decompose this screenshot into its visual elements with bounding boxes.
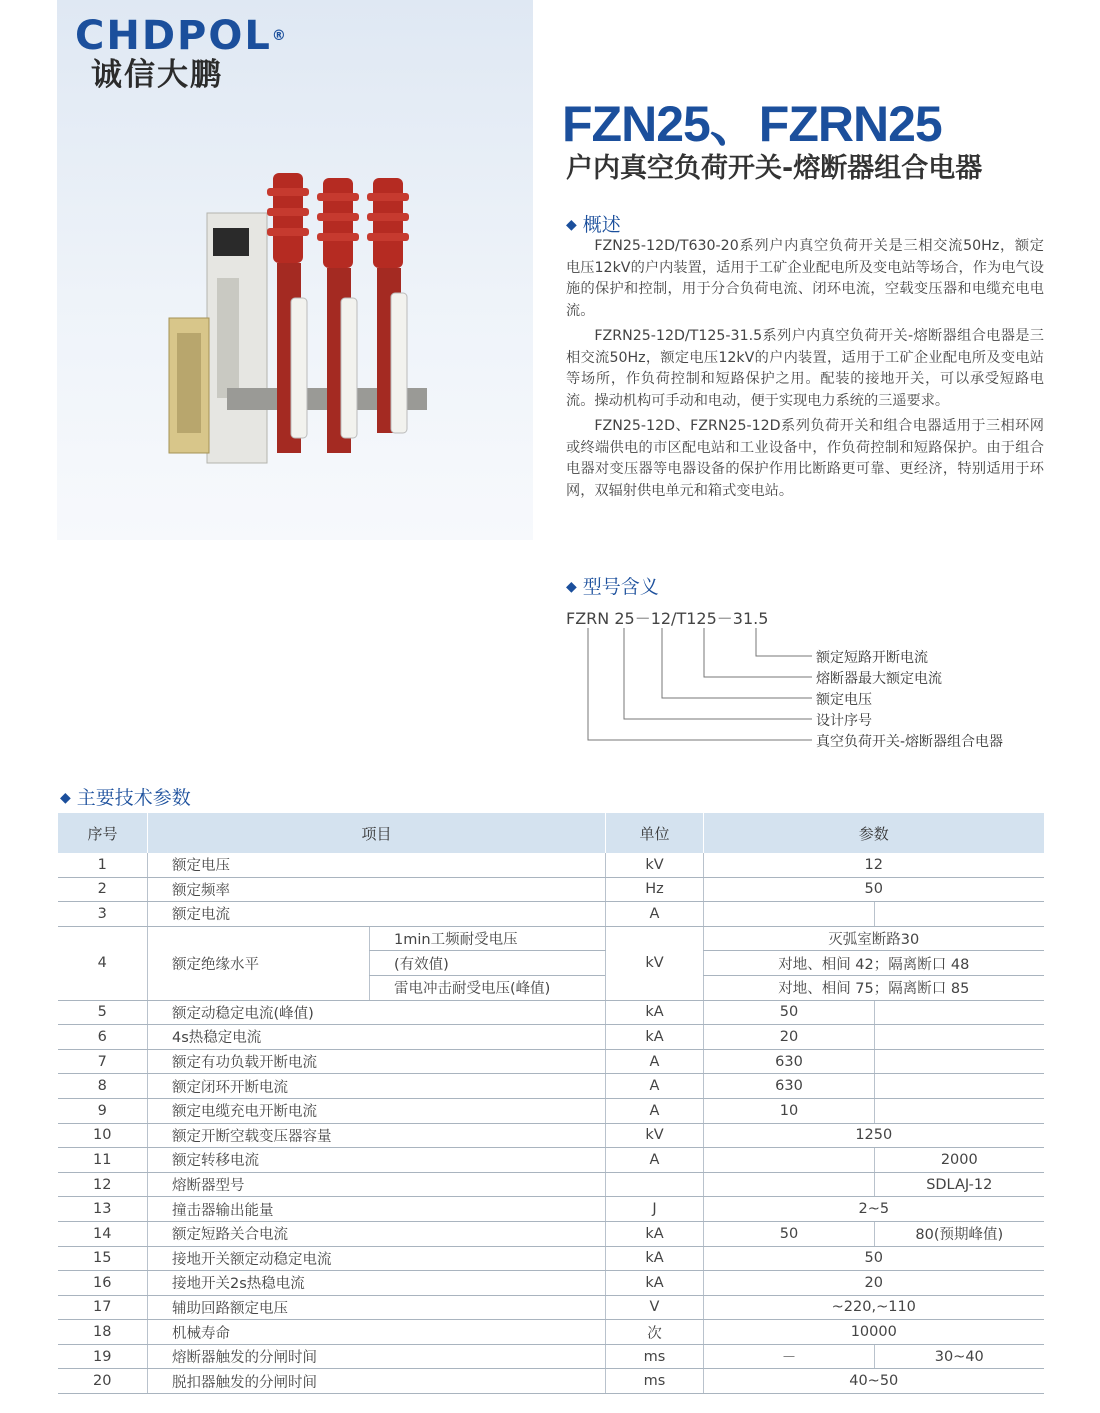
table-row: (有效值) 对地、相间 42；隔离断口 48 xyxy=(58,951,1044,976)
registered-mark: ® xyxy=(271,28,288,44)
overview-paragraph-1: FZN25-12D/T630-20系列户内真空负荷开关是三相交流50Hz，额定电压12kV的户内装置，适用于工矿企业配电所及变电站等场合，作为电气设施的保护和控制，用于分合负荷电流、闭环电流，空载变压器和电缆充电电流。 xyxy=(566,238,1044,319)
table-row: 2 额定频率 Hz 50 xyxy=(58,877,1044,902)
overview-heading: ◆ 概述 xyxy=(566,214,621,236)
header-unit: 单位 xyxy=(606,813,704,853)
table-row: 19 熔断器触发的分闸时间 ms － 30~40 xyxy=(58,1344,1044,1369)
table-row: 4 额定绝缘水平 1min工频耐受电压 kV 灭弧室断路30 xyxy=(58,926,1044,951)
legend-item-4: 设计序号 xyxy=(816,713,872,729)
diamond-icon: ◆ xyxy=(566,579,577,595)
table-row: 12 熔断器型号 SDLAJ-12 xyxy=(58,1172,1044,1197)
model-meaning-heading: ◆ 型号含义 xyxy=(566,576,659,598)
product-model-title: FZN25、FZRN25 xyxy=(562,96,942,152)
table-row: 6 4s热稳定电流 kA 20 xyxy=(58,1025,1044,1050)
logo-chinese: 诚信大鹏 xyxy=(91,57,223,93)
spec-table xyxy=(57,813,1044,1394)
table-row: 11 额定转移电流 A 2000 xyxy=(58,1148,1044,1173)
table-row: 5 额定动稳定电流(峰值) kA 50 xyxy=(58,1000,1044,1025)
header-item: 项目 xyxy=(148,813,606,853)
table-row: 15 接地开关额定动稳定电流 kA 50 xyxy=(58,1246,1044,1271)
table-row: 3 额定电流 A xyxy=(58,902,1044,927)
model-code: FZRN 25－12/T125－31.5 xyxy=(566,609,769,628)
table-row: 20 脱扣器触发的分闸时间 ms 40~50 xyxy=(58,1369,1044,1394)
table-row: 18 机械寿命 次 10000 xyxy=(58,1320,1044,1345)
legend-item-5: 真空负荷开关-熔断器组合电器 xyxy=(816,734,1004,750)
table-row: 8 额定闭环开断电流 A 630 xyxy=(58,1074,1044,1099)
table-row: 13 撞击器输出能量 J 2~5 xyxy=(58,1197,1044,1222)
product-name-title: 户内真空负荷开关-熔断器组合电器 xyxy=(566,153,983,184)
diamond-icon: ◆ xyxy=(566,217,577,233)
legend-item-2: 熔断器最大额定电流 xyxy=(816,671,942,687)
logo-text: CHDPOL xyxy=(75,13,272,59)
legend-item-3: 额定电压 xyxy=(816,692,872,708)
table-row: 雷电冲击耐受电压(峰值) 对地、相间 75；隔离断口 85 xyxy=(58,975,1044,1000)
overview-paragraph-2: FZRN25-12D/T125-31.5系列户内真空负荷开关-熔断器组合电器是三相交流50Hz，额定电压12kV的户内装置，适用于工矿企业配电所及变电站等场所，作负荷控制和短路保护之用。配装的接地开关，可以承受短路电流。操动机构可手动和电动，便于实现电力系统的三遥要求。 xyxy=(566,328,1044,409)
table-row: 10 额定开断空载变压器容量 kV 1250 xyxy=(58,1123,1044,1148)
table-row: 16 接地开关2s热稳电流 kA 20 xyxy=(58,1271,1044,1296)
header-value: 参数 xyxy=(704,813,1044,853)
diamond-icon: ◆ xyxy=(60,790,71,806)
table-row: 14 额定短路关合电流 kA 50 80(预期峰值) xyxy=(58,1221,1044,1246)
table-row: 17 辅助回路额定电压 V ~220,~110 xyxy=(58,1295,1044,1320)
header-no: 序号 xyxy=(58,813,148,853)
table-header-row xyxy=(58,813,1044,853)
table-row: 1 额定电压 kV 12 xyxy=(58,853,1044,877)
legend-item-1: 额定短路开断电流 xyxy=(816,650,928,666)
table-row: 9 额定电缆充电开断电流 A 10 xyxy=(58,1098,1044,1123)
table-row: 7 额定有功负载开断电流 A 630 xyxy=(58,1049,1044,1074)
specs-heading: ◆ 主要技术参数 xyxy=(60,787,191,809)
overview-paragraph-3: FZN25-12D、FZRN25-12D系列负荷开关和组合电器适用于三相环网或终端供电的市区配电站和工业设备中，作负荷控制和短路保护。由于组合电器对变压器等电器设备的保护作用比断路更可靠、更经济，特别适用于环网，双辐射供电单元和箱式变电站。 xyxy=(566,418,1044,499)
